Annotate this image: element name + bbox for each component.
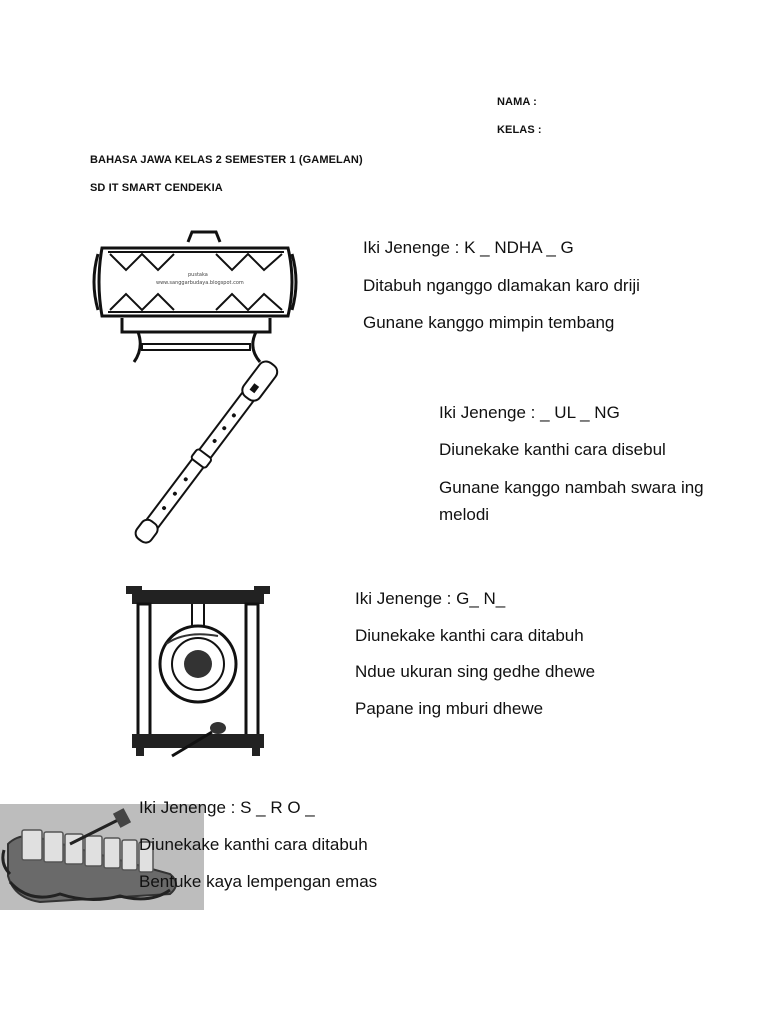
suling-flute-icon	[128, 362, 303, 547]
kendhang-name-line: Iki Jenenge : K _ NDHA _ G	[363, 238, 574, 257]
suling-line3: Gunane kanggo nambah swara ing melodi	[439, 478, 704, 524]
suling-name-line: Iki Jenenge : _ UL _ NG	[439, 403, 620, 422]
gong-line4: Papane ing mburi dhewe	[355, 699, 544, 718]
saron-name-line: Iki Jenenge : S _ R O _	[139, 798, 315, 817]
gong-name-line: Iki Jenenge : G_ N_	[355, 589, 506, 608]
gong-icon	[106, 584, 284, 760]
watermark-line2: www.sanggarbudaya.blogspot.com	[156, 280, 244, 286]
gong-line2: Diunekake kanthi cara ditabuh	[355, 626, 584, 645]
saron-line3: Bentuke kaya lempengan emas	[139, 872, 378, 891]
saron-line2: Diunekake kanthi cara ditabuh	[139, 835, 368, 854]
kendhang-drum-icon	[88, 220, 303, 368]
kendhang-line2: Ditabuh nganggo dlamakan karo driji	[363, 276, 640, 295]
worksheet-title: BAHASA JAWA KELAS 2 SEMESTER 1 (GAMELAN)	[90, 154, 363, 166]
school-name: SD IT SMART CENDEKIA	[90, 182, 223, 194]
kendhang-line3: Gunane kanggo mimpin tembang	[363, 313, 615, 332]
suling-line2: Diunekake kanthi cara disebul	[439, 440, 666, 459]
nama-label: NAMA :	[497, 96, 537, 108]
watermark-line1: pustaka	[188, 272, 208, 278]
kelas-label: KELAS :	[497, 124, 542, 136]
gong-line3: Ndue ukuran sing gedhe dhewe	[355, 662, 596, 681]
saron-icon	[0, 804, 204, 910]
